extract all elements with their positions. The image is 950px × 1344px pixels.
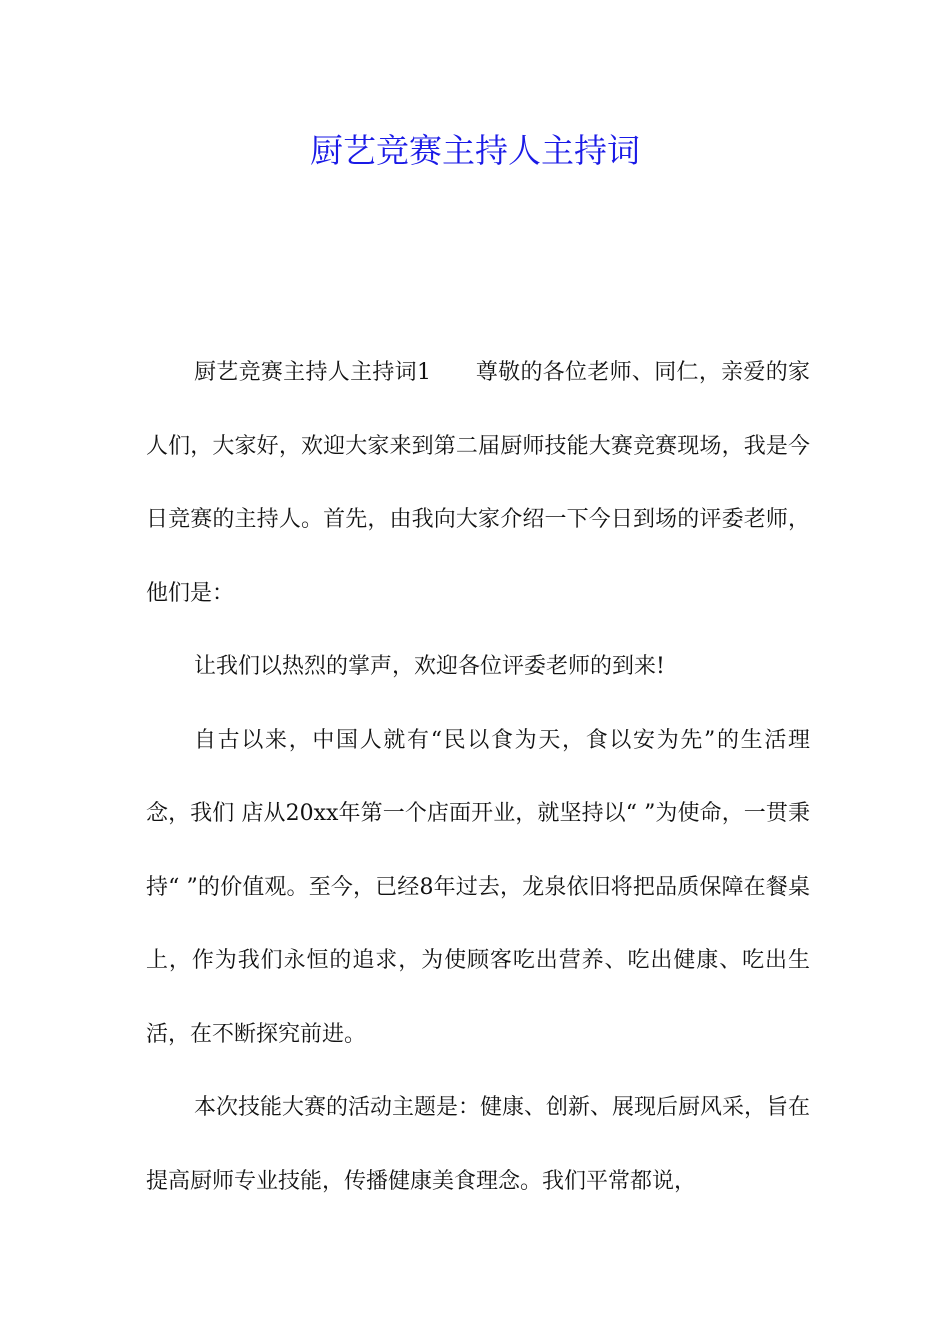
paragraph: 厨艺竞赛主持人主持词1 尊敬的各位老师、同仁，亲爱的家人们，大家好，欢迎大家来到第二届厨师技能大赛竞赛现场，我是今日竞赛的主持人。首先，由我向大家介绍一下今日到场的评委老师，他们是： [146,360,810,606]
document-body [146,336,810,1218]
paragraph: 自古以来，中国人就有“民以食为天，食以安为先”的生活理念，我们 店从20xx年第一个店面开业，就坚持以“ ”为使命，一贯秉持“ ”的价值观。至今，已经8年过去，龙泉依旧将把品质保障在餐桌上，作为我们永恒的追求，为使顾客吃出营养、吃出健康、吃出生活，在不断探究前进。 [146,727,810,1047]
paragraph: 本次技能大赛的活动主题是：健康、创新、展现后厨风采，旨在提高厨师专业技能，传播健康美食理念。我们平常都说， [146,1095,811,1194]
document-title: 厨艺竞赛主持人主持词 [310,131,640,170]
paragraph: 让我们以热烈的掌声，欢迎各位评委老师的到来! [194,654,665,679]
